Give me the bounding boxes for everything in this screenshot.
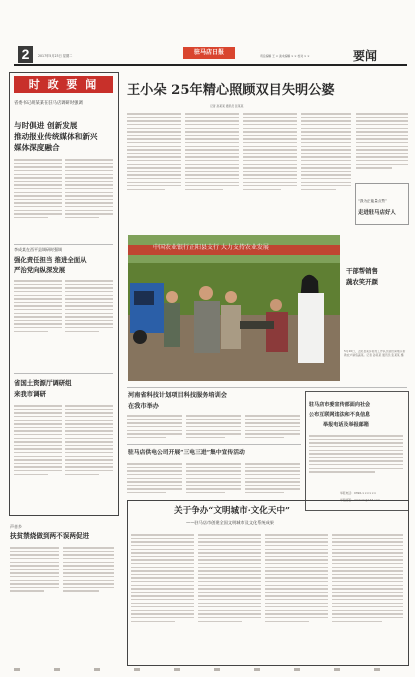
headline-body-col-4: [301, 111, 351, 192]
headline-body-col-3: [243, 111, 297, 192]
notice-body: [309, 433, 403, 475]
headline-body-col-1: [127, 111, 181, 192]
story1-body-2: [186, 413, 241, 440]
item3-title-1: 省国土资源厅调研组: [14, 379, 72, 387]
item3-title-2: 来我市调研: [14, 390, 46, 398]
feature-body-3: [265, 532, 328, 624]
photo-caption-title-1: 干部帮销售: [346, 267, 378, 275]
photo-caption-body: 5月20日，正阳县某乡驻村工作队员到田间地头帮助农户销售蔬菜。记者 孙某某 通讯员 张某某 摄: [344, 350, 406, 357]
item3-body-right: [65, 403, 113, 477]
item4-kicker: 声音乡: [10, 524, 22, 529]
photo-illustration: [128, 235, 340, 381]
notice-title-3: 举报电话及举报邮箱: [323, 422, 369, 428]
masthead-rule: [14, 64, 407, 66]
story1-body-1: [127, 413, 182, 440]
item4-title: 扶贫禁烧做到两不误两促进: [10, 532, 90, 540]
notice-title-2: 公布互联网违法和不良信息: [309, 412, 371, 418]
feature-subtitle: ——驻马店市创建全国文明城市及文化系统成果: [186, 520, 274, 525]
good-people-title: 走进驻马店好人: [358, 210, 396, 216]
headline-byline: 记者 孙某某 通讯员 张某某: [210, 104, 244, 108]
story-divider: [127, 444, 301, 445]
paper-name-mark: 驻马店日报: [183, 47, 235, 59]
photo-caption-title-2: 蔬农笑开颜: [346, 278, 378, 286]
story1-body-3: [245, 413, 300, 440]
story2-body-2: [186, 461, 241, 496]
story1-title-1: 河南省科技计划项目科技服务培训会: [128, 392, 227, 399]
section-title: 要闻: [353, 49, 378, 63]
feature-title: 关于争办“文明城市·文化天中”: [174, 506, 291, 516]
feature-body-4: [332, 532, 403, 624]
lead-headline: 王小朵 25年精心照顾双目失明公婆: [127, 83, 335, 98]
good-people-box: [355, 183, 409, 225]
item2-title-1: 强化责任担当 推进全面从: [14, 256, 87, 264]
story1-title-2: 在我市举办: [128, 403, 159, 410]
headline-body-col-2: [185, 111, 239, 192]
story2-title: 驻马店供电公司开展“三电三进”集中宣传活动: [128, 450, 245, 456]
footer-ornament: [14, 668, 407, 671]
lead-body-left: [14, 157, 62, 220]
feature-body-1: [131, 532, 194, 624]
item4-body-left: [10, 545, 59, 594]
item2-title-2: 严治党向纵深发展: [14, 266, 66, 274]
mid-rule: [127, 387, 407, 388]
editor-line: 责任编辑 王 × 美术编辑 × × 校对 × ×: [260, 54, 310, 58]
lead-title-3: 媒体深度融合: [14, 143, 60, 152]
notice-title-1: 驻马店市委宣传部面向社会: [309, 402, 371, 408]
story2-body-3: [245, 461, 300, 496]
item2-kicker: 李成某在西平县调研时强调: [14, 247, 62, 252]
story2-body-1: [127, 461, 182, 496]
lead-kicker: 省委书记胡某某在驻马店调研时强调: [14, 101, 83, 106]
left-divider-2: [14, 373, 113, 374]
news-photo: [128, 235, 340, 381]
date-line: 2017年5月23日 星期二: [38, 54, 73, 58]
page-number-badge: 2: [18, 46, 33, 63]
item2-body-right: [65, 278, 113, 334]
item2-body-left: [14, 278, 62, 334]
good-people-kicker: “我为正能量点赞”: [358, 199, 387, 203]
lead-title-1: 与时俱进 创新发展: [14, 121, 78, 130]
lead-body-right: [65, 157, 113, 220]
feature-body-2: [198, 532, 261, 624]
photo-banner-text: 中国农业银行正阳县支行 大力支持农业发展: [153, 244, 269, 251]
lead-title-2: 推动报业传统媒体和新兴: [14, 132, 98, 141]
item3-body-left: [14, 403, 62, 477]
left-divider-1: [14, 244, 113, 245]
notice-phone: 举报电话：0396-××××××: [340, 491, 377, 495]
politics-banner: 时 政 要 闻: [14, 76, 113, 93]
item4-body-right: [63, 545, 114, 594]
headline-body-col-5: [356, 111, 408, 171]
notice-email: 举报邮箱：zmdxxb@163.com: [340, 498, 381, 502]
